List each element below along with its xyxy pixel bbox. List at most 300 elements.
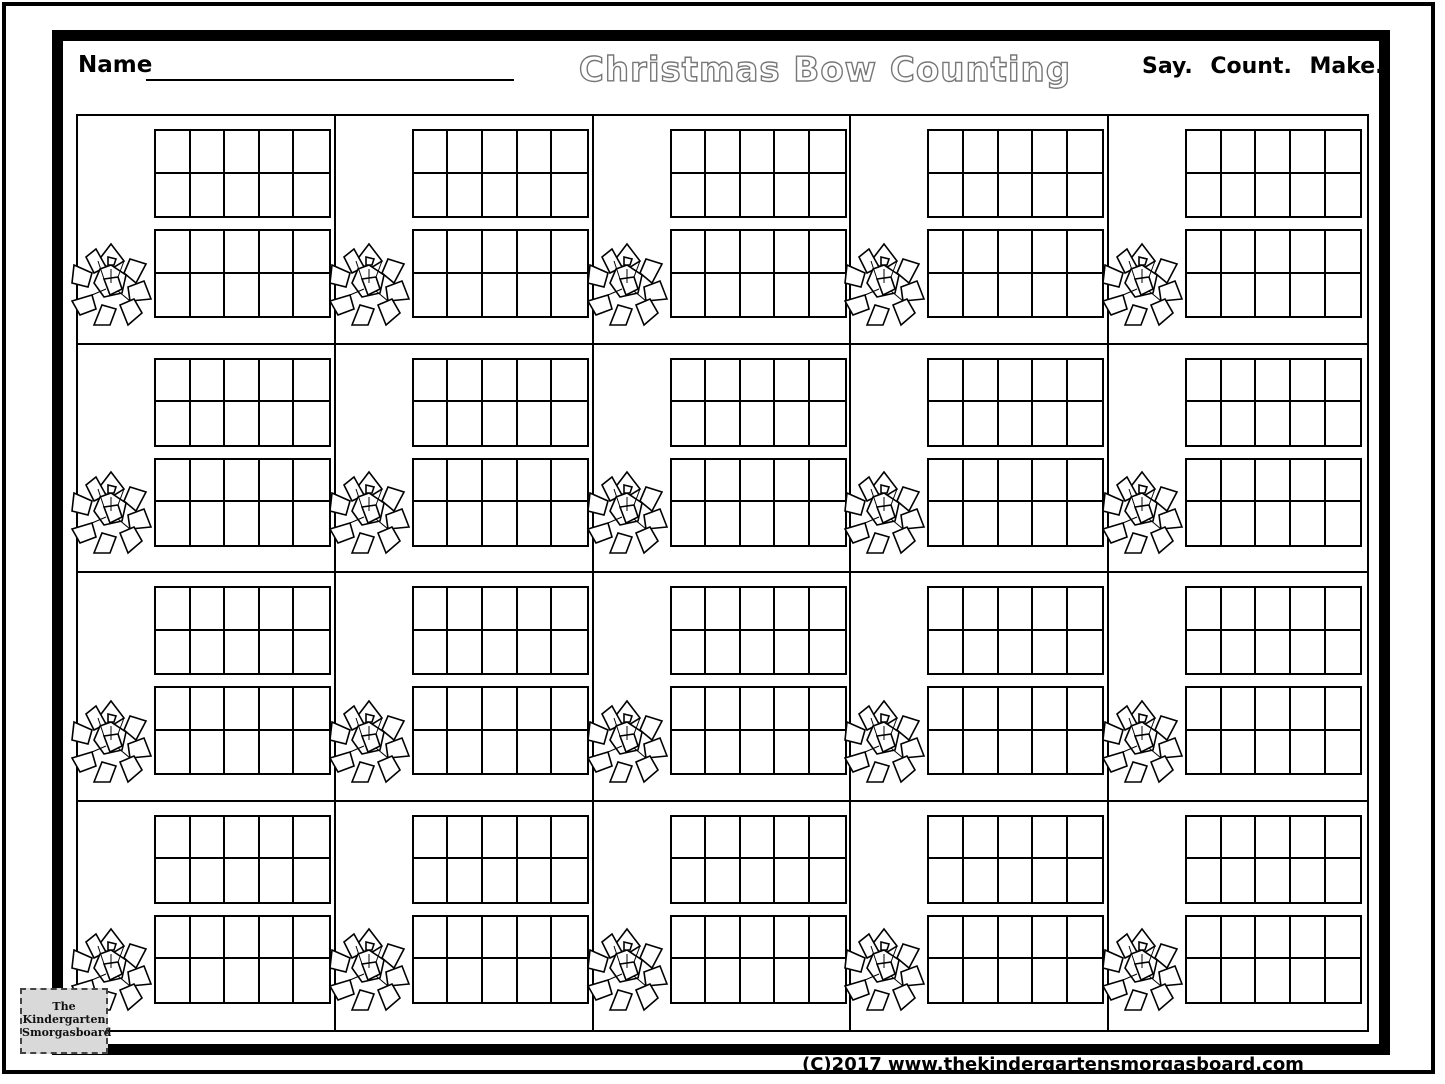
ten-frame-box[interactable] <box>1222 231 1257 274</box>
ten-frame-box[interactable] <box>964 231 999 274</box>
ten-frame-box[interactable] <box>156 502 191 545</box>
ten-frame-box[interactable] <box>672 502 707 545</box>
ten-frame[interactable] <box>154 458 331 547</box>
ten-frame[interactable] <box>1185 686 1362 775</box>
ten-frame-box[interactable] <box>1291 917 1326 960</box>
ten-frame-box[interactable] <box>1326 502 1361 545</box>
ten-frame[interactable] <box>1185 358 1362 447</box>
ten-frame-box[interactable] <box>775 631 810 674</box>
ten-frame-box[interactable] <box>929 360 964 403</box>
ten-frame-box[interactable] <box>483 588 518 631</box>
ten-frame-box[interactable] <box>260 274 295 317</box>
ten-frame-box[interactable] <box>1222 502 1257 545</box>
ten-frame-box[interactable] <box>1256 688 1291 731</box>
ten-frame-box[interactable] <box>929 859 964 902</box>
ten-frame-box[interactable] <box>1222 460 1257 503</box>
ten-frame-box[interactable] <box>483 402 518 445</box>
ten-frame-box[interactable] <box>999 817 1034 860</box>
ten-frame-box[interactable] <box>518 817 553 860</box>
ten-frame-box[interactable] <box>672 460 707 503</box>
ten-frame-box[interactable] <box>552 631 587 674</box>
ten-frame-box[interactable] <box>929 131 964 174</box>
ten-frame-box[interactable] <box>964 588 999 631</box>
ten-frame-box[interactable] <box>552 859 587 902</box>
ten-frame-box[interactable] <box>999 959 1034 1002</box>
ten-frame[interactable] <box>154 229 331 318</box>
ten-frame-box[interactable] <box>1291 688 1326 731</box>
ten-frame-box[interactable] <box>672 174 707 217</box>
ten-frame-box[interactable] <box>964 817 999 860</box>
ten-frame-box[interactable] <box>191 460 226 503</box>
ten-frame-box[interactable] <box>1068 631 1103 674</box>
ten-frame-box[interactable] <box>414 502 449 545</box>
ten-frame-box[interactable] <box>929 631 964 674</box>
ten-frame-box[interactable] <box>1256 817 1291 860</box>
ten-frame-box[interactable] <box>672 917 707 960</box>
ten-frame-box[interactable] <box>552 360 587 403</box>
ten-frame-box[interactable] <box>156 402 191 445</box>
ten-frame[interactable] <box>670 915 847 1004</box>
ten-frame-box[interactable] <box>483 274 518 317</box>
ten-frame-box[interactable] <box>964 502 999 545</box>
ten-frame-box[interactable] <box>483 959 518 1002</box>
ten-frame-box[interactable] <box>260 917 295 960</box>
ten-frame-box[interactable] <box>225 688 260 731</box>
ten-frame-box[interactable] <box>518 688 553 731</box>
ten-frame-box[interactable] <box>414 859 449 902</box>
ten-frame-box[interactable] <box>929 274 964 317</box>
ten-frame-box[interactable] <box>1033 274 1068 317</box>
ten-frame-box[interactable] <box>483 131 518 174</box>
ten-frame-box[interactable] <box>1033 959 1068 1002</box>
ten-frame-box[interactable] <box>964 402 999 445</box>
ten-frame-box[interactable] <box>156 631 191 674</box>
ten-frame-box[interactable] <box>1033 231 1068 274</box>
ten-frame-box[interactable] <box>260 731 295 774</box>
ten-frame-box[interactable] <box>1256 588 1291 631</box>
ten-frame-box[interactable] <box>448 131 483 174</box>
ten-frame-box[interactable] <box>741 360 776 403</box>
ten-frame-box[interactable] <box>1256 859 1291 902</box>
ten-frame-box[interactable] <box>225 231 260 274</box>
ten-frame-box[interactable] <box>741 502 776 545</box>
ten-frame-box[interactable] <box>1326 588 1361 631</box>
ten-frame-box[interactable] <box>964 174 999 217</box>
ten-frame-box[interactable] <box>294 131 329 174</box>
ten-frame-box[interactable] <box>414 817 449 860</box>
ten-frame-box[interactable] <box>225 959 260 1002</box>
ten-frame-box[interactable] <box>156 588 191 631</box>
ten-frame-box[interactable] <box>448 588 483 631</box>
ten-frame-box[interactable] <box>1068 131 1103 174</box>
ten-frame-box[interactable] <box>1222 588 1257 631</box>
ten-frame-box[interactable] <box>1256 274 1291 317</box>
ten-frame-box[interactable] <box>294 631 329 674</box>
ten-frame-box[interactable] <box>1256 631 1291 674</box>
ten-frame-box[interactable] <box>191 917 226 960</box>
ten-frame-box[interactable] <box>191 274 226 317</box>
ten-frame-box[interactable] <box>448 688 483 731</box>
ten-frame-box[interactable] <box>156 460 191 503</box>
ten-frame-box[interactable] <box>225 859 260 902</box>
ten-frame-box[interactable] <box>518 631 553 674</box>
ten-frame-box[interactable] <box>1291 231 1326 274</box>
ten-frame-box[interactable] <box>225 588 260 631</box>
ten-frame-box[interactable] <box>518 274 553 317</box>
ten-frame-box[interactable] <box>294 859 329 902</box>
ten-frame-box[interactable] <box>672 360 707 403</box>
ten-frame-box[interactable] <box>260 460 295 503</box>
ten-frame-box[interactable] <box>260 174 295 217</box>
ten-frame-box[interactable] <box>999 631 1034 674</box>
ten-frame[interactable] <box>670 815 847 904</box>
ten-frame-box[interactable] <box>1222 131 1257 174</box>
ten-frame-box[interactable] <box>1068 859 1103 902</box>
ten-frame-box[interactable] <box>448 817 483 860</box>
ten-frame-box[interactable] <box>999 131 1034 174</box>
ten-frame-box[interactable] <box>775 917 810 960</box>
ten-frame[interactable] <box>927 129 1104 218</box>
ten-frame-box[interactable] <box>672 859 707 902</box>
ten-frame-box[interactable] <box>1187 360 1222 403</box>
ten-frame-box[interactable] <box>1326 231 1361 274</box>
ten-frame-box[interactable] <box>775 817 810 860</box>
ten-frame-box[interactable] <box>810 588 845 631</box>
ten-frame-box[interactable] <box>191 588 226 631</box>
ten-frame-box[interactable] <box>1256 174 1291 217</box>
ten-frame-box[interactable] <box>260 859 295 902</box>
ten-frame-box[interactable] <box>1187 231 1222 274</box>
ten-frame-box[interactable] <box>156 917 191 960</box>
ten-frame-box[interactable] <box>999 231 1034 274</box>
ten-frame-box[interactable] <box>1068 174 1103 217</box>
ten-frame-box[interactable] <box>1033 460 1068 503</box>
ten-frame-box[interactable] <box>1222 959 1257 1002</box>
ten-frame-box[interactable] <box>1291 131 1326 174</box>
ten-frame-box[interactable] <box>1033 131 1068 174</box>
ten-frame-box[interactable] <box>1033 360 1068 403</box>
ten-frame-box[interactable] <box>260 631 295 674</box>
ten-frame-box[interactable] <box>448 274 483 317</box>
ten-frame-box[interactable] <box>1033 174 1068 217</box>
ten-frame[interactable] <box>927 586 1104 675</box>
ten-frame-box[interactable] <box>483 174 518 217</box>
ten-frame-box[interactable] <box>518 917 553 960</box>
ten-frame-box[interactable] <box>448 460 483 503</box>
ten-frame-box[interactable] <box>999 917 1034 960</box>
ten-frame-box[interactable] <box>225 360 260 403</box>
ten-frame-box[interactable] <box>1068 588 1103 631</box>
ten-frame-box[interactable] <box>775 402 810 445</box>
ten-frame-box[interactable] <box>294 588 329 631</box>
ten-frame-box[interactable] <box>1291 588 1326 631</box>
ten-frame[interactable] <box>670 358 847 447</box>
ten-frame-box[interactable] <box>1222 274 1257 317</box>
ten-frame-box[interactable] <box>518 174 553 217</box>
ten-frame-box[interactable] <box>1033 859 1068 902</box>
ten-frame-box[interactable] <box>1326 817 1361 860</box>
ten-frame-box[interactable] <box>552 588 587 631</box>
ten-frame[interactable] <box>670 458 847 547</box>
ten-frame-box[interactable] <box>448 174 483 217</box>
ten-frame-box[interactable] <box>1256 731 1291 774</box>
ten-frame-box[interactable] <box>672 959 707 1002</box>
ten-frame-box[interactable] <box>448 859 483 902</box>
ten-frame-box[interactable] <box>672 688 707 731</box>
ten-frame[interactable] <box>154 586 331 675</box>
ten-frame-box[interactable] <box>1256 460 1291 503</box>
ten-frame-box[interactable] <box>260 588 295 631</box>
ten-frame-box[interactable] <box>1326 360 1361 403</box>
ten-frame-box[interactable] <box>775 360 810 403</box>
ten-frame-box[interactable] <box>929 731 964 774</box>
ten-frame-box[interactable] <box>1291 460 1326 503</box>
ten-frame-box[interactable] <box>706 817 741 860</box>
ten-frame-box[interactable] <box>518 859 553 902</box>
ten-frame-box[interactable] <box>191 360 226 403</box>
ten-frame[interactable] <box>412 686 589 775</box>
ten-frame-box[interactable] <box>156 231 191 274</box>
ten-frame-box[interactable] <box>1033 631 1068 674</box>
ten-frame-box[interactable] <box>448 959 483 1002</box>
ten-frame-box[interactable] <box>964 959 999 1002</box>
ten-frame-box[interactable] <box>414 402 449 445</box>
ten-frame-box[interactable] <box>260 402 295 445</box>
ten-frame-box[interactable] <box>414 959 449 1002</box>
ten-frame-box[interactable] <box>1033 402 1068 445</box>
ten-frame-box[interactable] <box>741 631 776 674</box>
ten-frame-box[interactable] <box>1256 360 1291 403</box>
ten-frame-box[interactable] <box>1187 859 1222 902</box>
ten-frame-box[interactable] <box>1326 917 1361 960</box>
ten-frame-box[interactable] <box>1187 588 1222 631</box>
ten-frame-box[interactable] <box>1291 274 1326 317</box>
ten-frame-box[interactable] <box>1187 688 1222 731</box>
ten-frame-box[interactable] <box>156 688 191 731</box>
ten-frame-box[interactable] <box>999 402 1034 445</box>
ten-frame-box[interactable] <box>741 959 776 1002</box>
ten-frame-box[interactable] <box>929 231 964 274</box>
ten-frame-box[interactable] <box>191 174 226 217</box>
ten-frame-box[interactable] <box>999 859 1034 902</box>
ten-frame-box[interactable] <box>1187 174 1222 217</box>
ten-frame-box[interactable] <box>225 274 260 317</box>
ten-frame-box[interactable] <box>1187 959 1222 1002</box>
ten-frame-box[interactable] <box>1187 402 1222 445</box>
ten-frame-box[interactable] <box>810 817 845 860</box>
ten-frame-box[interactable] <box>775 274 810 317</box>
ten-frame-box[interactable] <box>260 959 295 1002</box>
ten-frame-box[interactable] <box>964 274 999 317</box>
ten-frame-box[interactable] <box>294 402 329 445</box>
ten-frame-box[interactable] <box>775 588 810 631</box>
ten-frame-box[interactable] <box>706 360 741 403</box>
ten-frame-box[interactable] <box>1326 688 1361 731</box>
ten-frame-box[interactable] <box>448 231 483 274</box>
ten-frame-box[interactable] <box>706 502 741 545</box>
ten-frame-box[interactable] <box>706 588 741 631</box>
ten-frame-box[interactable] <box>1033 917 1068 960</box>
ten-frame-box[interactable] <box>260 688 295 731</box>
ten-frame-box[interactable] <box>483 917 518 960</box>
ten-frame[interactable] <box>1185 586 1362 675</box>
ten-frame-box[interactable] <box>1187 131 1222 174</box>
ten-frame-box[interactable] <box>929 817 964 860</box>
ten-frame-box[interactable] <box>1326 859 1361 902</box>
ten-frame-box[interactable] <box>552 131 587 174</box>
ten-frame-box[interactable] <box>448 631 483 674</box>
ten-frame[interactable] <box>154 915 331 1004</box>
ten-frame-box[interactable] <box>260 502 295 545</box>
ten-frame-box[interactable] <box>414 174 449 217</box>
ten-frame-box[interactable] <box>706 460 741 503</box>
ten-frame-box[interactable] <box>294 174 329 217</box>
ten-frame-box[interactable] <box>294 360 329 403</box>
ten-frame-box[interactable] <box>775 460 810 503</box>
ten-frame[interactable] <box>154 686 331 775</box>
ten-frame-box[interactable] <box>1326 402 1361 445</box>
ten-frame-box[interactable] <box>260 231 295 274</box>
ten-frame-box[interactable] <box>483 688 518 731</box>
ten-frame-box[interactable] <box>414 688 449 731</box>
ten-frame-box[interactable] <box>775 688 810 731</box>
ten-frame-box[interactable] <box>260 817 295 860</box>
ten-frame-box[interactable] <box>448 917 483 960</box>
ten-frame-box[interactable] <box>999 588 1034 631</box>
ten-frame-box[interactable] <box>741 274 776 317</box>
ten-frame-box[interactable] <box>1068 360 1103 403</box>
ten-frame-box[interactable] <box>483 817 518 860</box>
ten-frame-box[interactable] <box>999 502 1034 545</box>
ten-frame-box[interactable] <box>191 631 226 674</box>
ten-frame[interactable] <box>412 586 589 675</box>
ten-frame-box[interactable] <box>483 859 518 902</box>
ten-frame[interactable] <box>154 358 331 447</box>
ten-frame-box[interactable] <box>1291 502 1326 545</box>
ten-frame-box[interactable] <box>810 174 845 217</box>
ten-frame-box[interactable] <box>741 917 776 960</box>
ten-frame-box[interactable] <box>706 274 741 317</box>
ten-frame-box[interactable] <box>672 131 707 174</box>
ten-frame-box[interactable] <box>1222 817 1257 860</box>
ten-frame-box[interactable] <box>741 231 776 274</box>
ten-frame-box[interactable] <box>1222 688 1257 731</box>
ten-frame-box[interactable] <box>518 402 553 445</box>
ten-frame-box[interactable] <box>1256 131 1291 174</box>
ten-frame-box[interactable] <box>518 131 553 174</box>
ten-frame[interactable] <box>412 815 589 904</box>
ten-frame-box[interactable] <box>964 917 999 960</box>
ten-frame[interactable] <box>927 229 1104 318</box>
ten-frame-box[interactable] <box>552 817 587 860</box>
ten-frame-box[interactable] <box>706 231 741 274</box>
ten-frame-box[interactable] <box>156 131 191 174</box>
ten-frame-box[interactable] <box>775 502 810 545</box>
ten-frame[interactable] <box>412 458 589 547</box>
ten-frame-box[interactable] <box>1256 917 1291 960</box>
ten-frame[interactable] <box>1185 458 1362 547</box>
ten-frame-box[interactable] <box>1291 360 1326 403</box>
ten-frame-box[interactable] <box>1222 360 1257 403</box>
ten-frame-box[interactable] <box>1187 274 1222 317</box>
ten-frame-box[interactable] <box>929 174 964 217</box>
ten-frame-box[interactable] <box>1222 402 1257 445</box>
ten-frame-box[interactable] <box>1326 959 1361 1002</box>
ten-frame-box[interactable] <box>741 131 776 174</box>
ten-frame-box[interactable] <box>1187 460 1222 503</box>
ten-frame-box[interactable] <box>1326 631 1361 674</box>
ten-frame-box[interactable] <box>414 731 449 774</box>
ten-frame-box[interactable] <box>1222 917 1257 960</box>
ten-frame-box[interactable] <box>483 360 518 403</box>
ten-frame[interactable] <box>670 586 847 675</box>
ten-frame-box[interactable] <box>225 402 260 445</box>
ten-frame-box[interactable] <box>964 731 999 774</box>
ten-frame-box[interactable] <box>156 859 191 902</box>
ten-frame-box[interactable] <box>929 588 964 631</box>
ten-frame-box[interactable] <box>999 360 1034 403</box>
ten-frame-box[interactable] <box>741 731 776 774</box>
ten-frame-box[interactable] <box>1256 402 1291 445</box>
ten-frame-box[interactable] <box>483 231 518 274</box>
ten-frame-box[interactable] <box>672 274 707 317</box>
ten-frame-box[interactable] <box>1256 959 1291 1002</box>
ten-frame-box[interactable] <box>156 959 191 1002</box>
ten-frame-box[interactable] <box>1222 859 1257 902</box>
ten-frame-box[interactable] <box>1291 631 1326 674</box>
ten-frame-box[interactable] <box>810 131 845 174</box>
ten-frame-box[interactable] <box>672 631 707 674</box>
ten-frame-box[interactable] <box>999 460 1034 503</box>
ten-frame-box[interactable] <box>964 460 999 503</box>
ten-frame[interactable] <box>412 229 589 318</box>
ten-frame-box[interactable] <box>1326 131 1361 174</box>
ten-frame-box[interactable] <box>775 231 810 274</box>
name-write-line[interactable] <box>146 79 514 81</box>
ten-frame-box[interactable] <box>414 588 449 631</box>
ten-frame-box[interactable] <box>225 731 260 774</box>
ten-frame-box[interactable] <box>483 460 518 503</box>
ten-frame-box[interactable] <box>1187 631 1222 674</box>
ten-frame[interactable] <box>927 458 1104 547</box>
ten-frame-box[interactable] <box>191 859 226 902</box>
ten-frame-box[interactable] <box>518 360 553 403</box>
ten-frame-box[interactable] <box>552 174 587 217</box>
ten-frame-box[interactable] <box>518 502 553 545</box>
ten-frame-box[interactable] <box>225 174 260 217</box>
ten-frame-box[interactable] <box>672 231 707 274</box>
ten-frame-box[interactable] <box>1326 460 1361 503</box>
ten-frame-box[interactable] <box>706 917 741 960</box>
ten-frame-box[interactable] <box>706 731 741 774</box>
ten-frame-box[interactable] <box>518 231 553 274</box>
ten-frame-box[interactable] <box>775 859 810 902</box>
ten-frame-box[interactable] <box>810 402 845 445</box>
ten-frame-box[interactable] <box>191 231 226 274</box>
ten-frame-box[interactable] <box>1222 631 1257 674</box>
ten-frame[interactable] <box>670 229 847 318</box>
ten-frame[interactable] <box>670 129 847 218</box>
ten-frame-box[interactable] <box>191 402 226 445</box>
ten-frame-box[interactable] <box>414 360 449 403</box>
ten-frame-box[interactable] <box>672 588 707 631</box>
ten-frame-box[interactable] <box>706 859 741 902</box>
ten-frame-box[interactable] <box>741 859 776 902</box>
ten-frame-box[interactable] <box>741 402 776 445</box>
ten-frame-box[interactable] <box>156 731 191 774</box>
ten-frame[interactable] <box>927 915 1104 1004</box>
ten-frame-box[interactable] <box>260 360 295 403</box>
